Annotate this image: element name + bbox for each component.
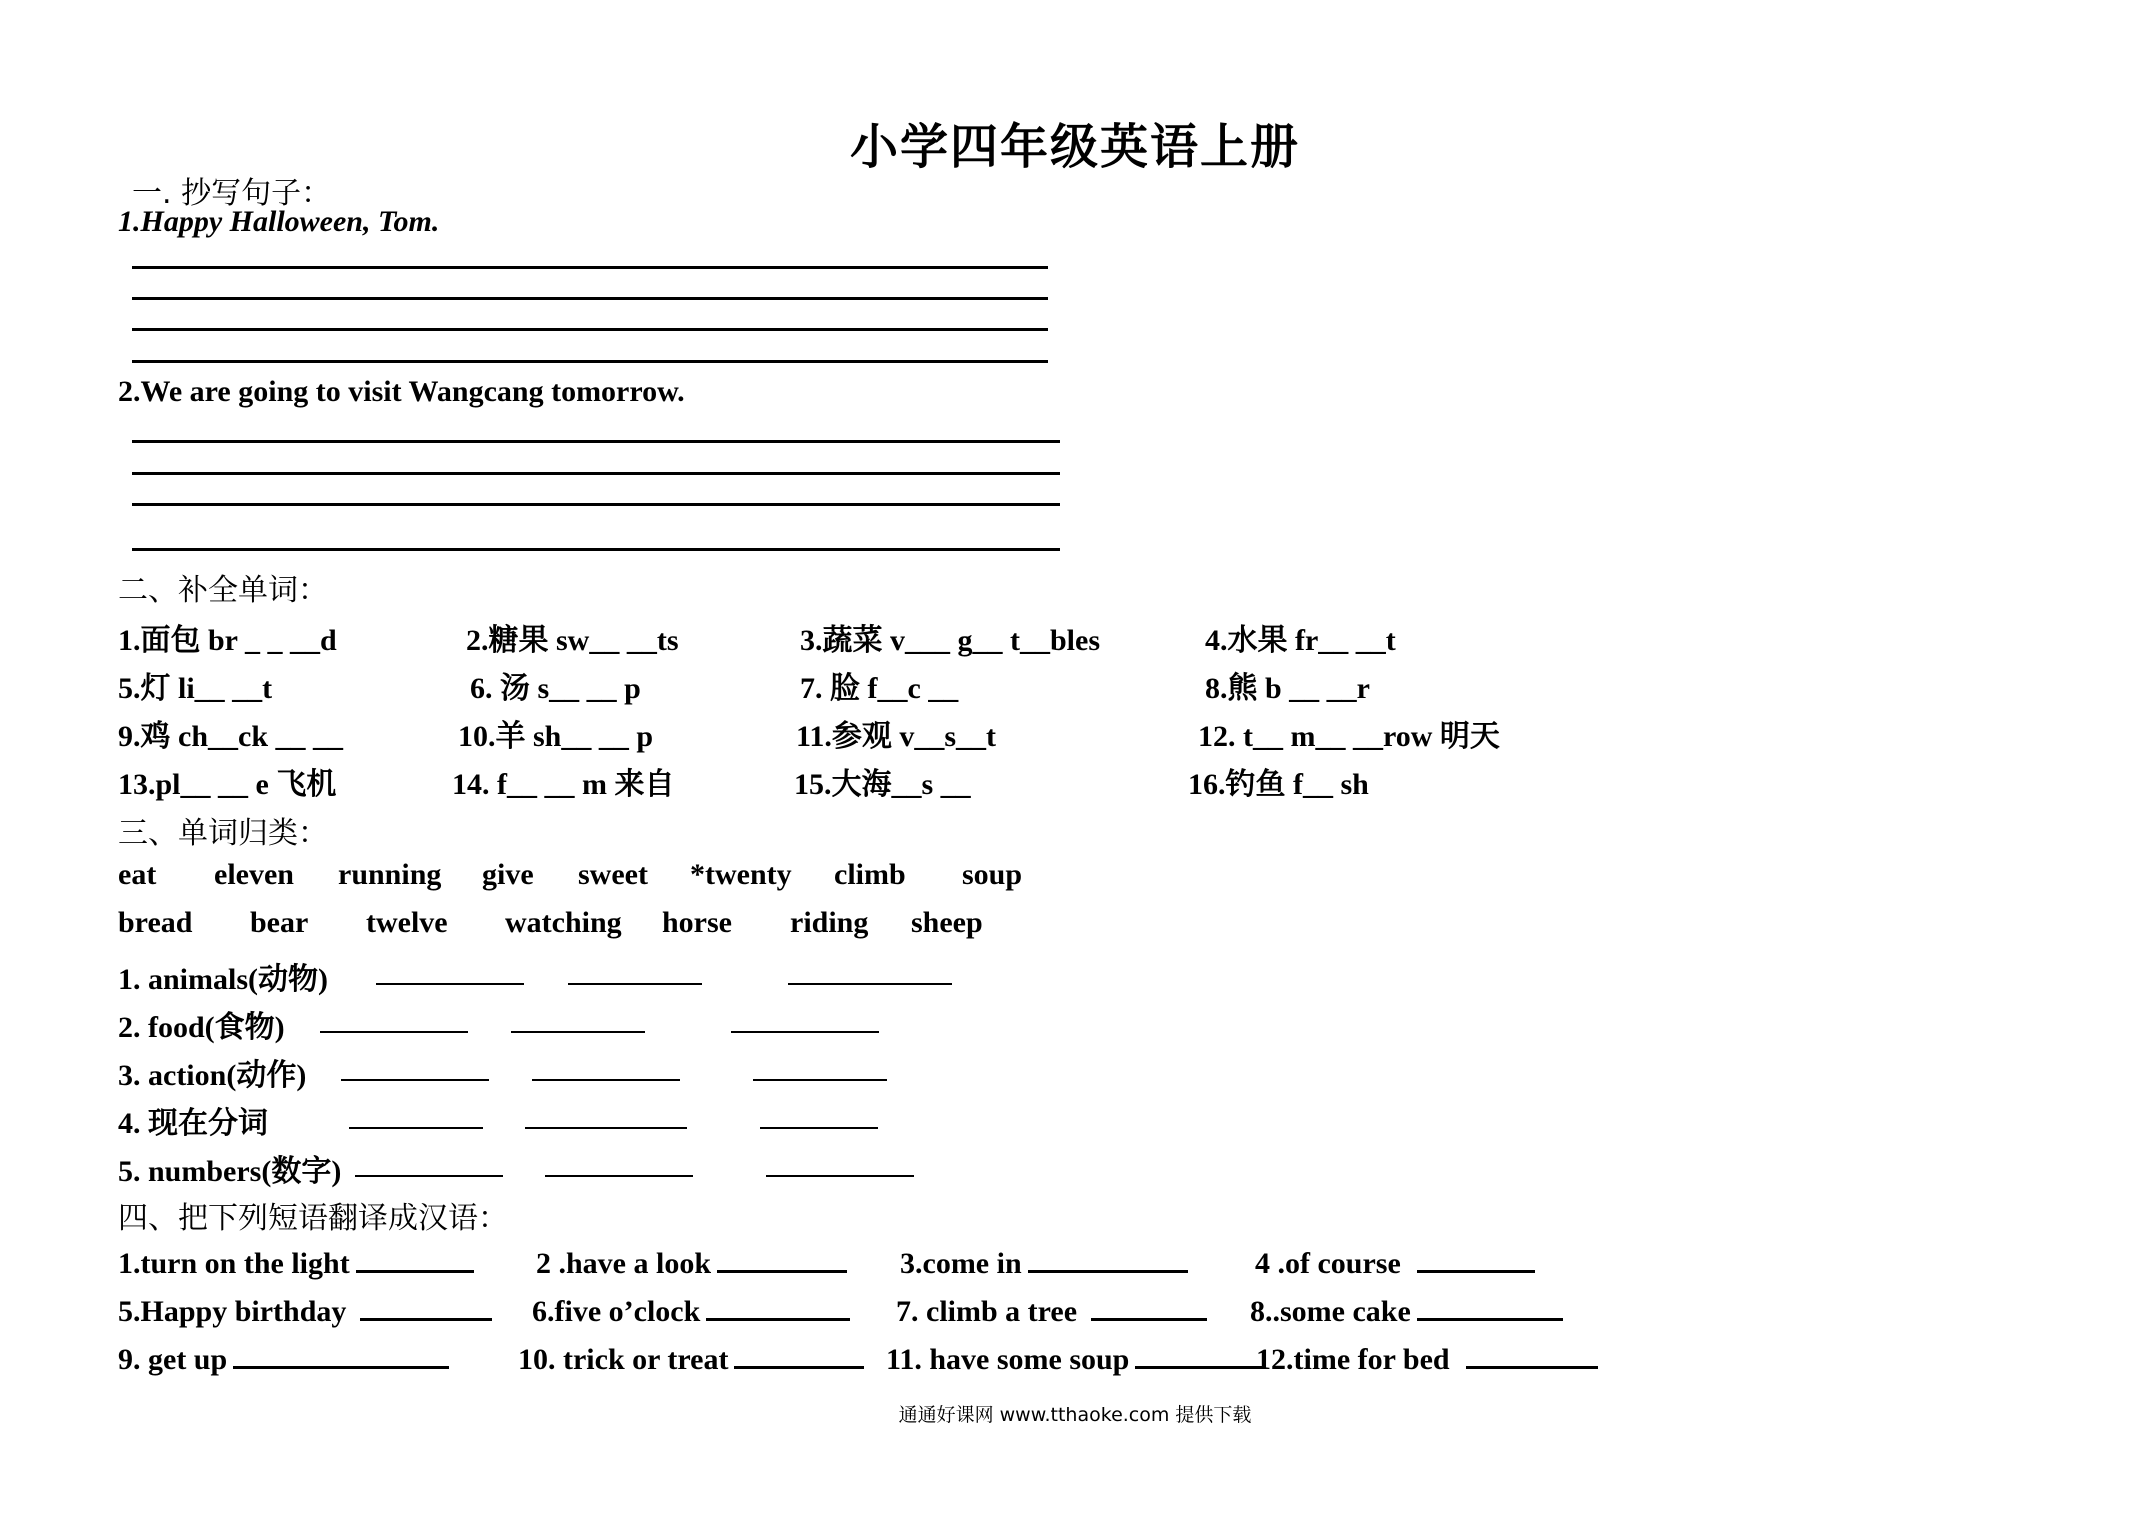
writing-line [132,503,1060,506]
word-bank-item: twelve [366,906,448,939]
phrase-item: 4 .of course [1255,1244,1535,1281]
word-bank-item: *twenty [690,858,792,891]
word-bank-item: sweet [578,858,648,891]
writing-line [132,297,1048,300]
phrase-item: 12.time for bed [1256,1340,1598,1377]
word-item: 9.鸡 ch__ck __ __ [118,720,343,753]
answer-blank [731,1031,879,1033]
writing-line [132,548,1060,551]
phrase-item: 2 .have a look [536,1244,847,1281]
word-item: 10.羊 sh__ __ p [458,720,654,753]
word-bank-item: running [338,858,442,891]
category-label: 4. 现在分词 [118,1107,268,1140]
word-bank-item: bear [250,906,309,939]
word-bank-item: eleven [214,858,294,891]
answer-blank [349,1127,483,1129]
answer-blank [320,1031,468,1033]
word-item: 4.水果 fr__ __t [1205,624,1396,657]
page-title: 小学四年级英语上册 [849,119,1300,175]
word-item: 2.糖果 sw__ __ts [466,624,679,657]
answer-blank [753,1079,887,1081]
answer-blank [788,983,952,985]
section4-heading: 四、把下列短语翻译成汉语： [118,1201,508,1236]
answer-blank [376,983,524,985]
answer-blank [355,1175,503,1177]
writing-line [132,266,1048,269]
category-label: 1. animals(动物) [118,963,328,996]
writing-line [132,440,1060,443]
word-bank-item: give [482,858,534,891]
answer-blank [766,1175,914,1177]
word-item: 5.灯 li__ __t [118,672,273,705]
word-item: 6. 汤 s__ __ p [470,672,641,705]
section2-heading: 二、补全单词： [118,573,328,608]
word-bank-item: watching [505,906,622,939]
word-item: 7. 脸 f__c __ [800,672,959,705]
phrase-item: 9. get up [118,1340,449,1377]
word-bank-item: climb [834,858,906,891]
phrase-item: 7. climb a tree [896,1292,1207,1329]
word-bank-item: eat [118,858,157,891]
word-bank-item: riding [790,906,869,939]
phrase-item: 6.five o’clock [532,1292,850,1329]
word-item: 1.面包 br _ _ __d [118,624,337,657]
sentence-1: 1.Happy Halloween, Tom. [118,205,440,238]
footer-credit: 通通好课网 www.tthaoke.com 提供下载 [898,1404,1252,1426]
phrase-item: 5.Happy birthday [118,1292,492,1329]
writing-line [132,472,1060,475]
word-item: 15.大海__s __ [794,768,971,801]
answer-blank [760,1127,878,1129]
phrase-item: 3.come in [900,1244,1188,1281]
phrase-item: 1.turn on the light [118,1244,474,1281]
word-item: 14. f__ __ m 来自 [452,768,675,801]
word-bank-item: sheep [911,906,983,939]
word-item: 12. t__ m__ __row 明天 [1198,720,1500,753]
writing-line [132,360,1048,363]
section1-heading: 一. 抄写句子： [132,176,332,211]
writing-line [132,328,1048,331]
category-label: 5. numbers(数字) [118,1155,342,1188]
phrase-item: 11. have some soup [886,1340,1263,1377]
answer-blank [341,1079,489,1081]
category-label: 3. action(动作) [118,1059,307,1092]
phrase-item: 10. trick or treat [518,1340,864,1377]
answer-blank [532,1079,680,1081]
word-item: 11.参观 v__s__t [796,720,997,753]
word-item: 13.pl__ __ e 飞机 [118,768,337,801]
answer-blank [568,983,702,985]
word-bank-item: horse [662,906,732,939]
phrase-item: 8..some cake [1250,1292,1563,1329]
section3-heading: 三、单词归类： [118,816,328,851]
answer-blank [545,1175,693,1177]
word-bank-item: soup [962,858,1023,891]
word-bank-item: bread [118,906,193,939]
word-item: 8.熊 b __ __r [1205,672,1370,705]
answer-blank [511,1031,645,1033]
sentence-2: 2.We are going to visit Wangcang tomorrow. [118,375,685,408]
word-item: 16.钓鱼 f__ sh [1188,768,1369,801]
category-label: 2. food(食物) [118,1011,285,1044]
word-item: 3.蔬菜 v___ g__ t__bles [800,624,1100,657]
answer-blank [525,1127,687,1129]
